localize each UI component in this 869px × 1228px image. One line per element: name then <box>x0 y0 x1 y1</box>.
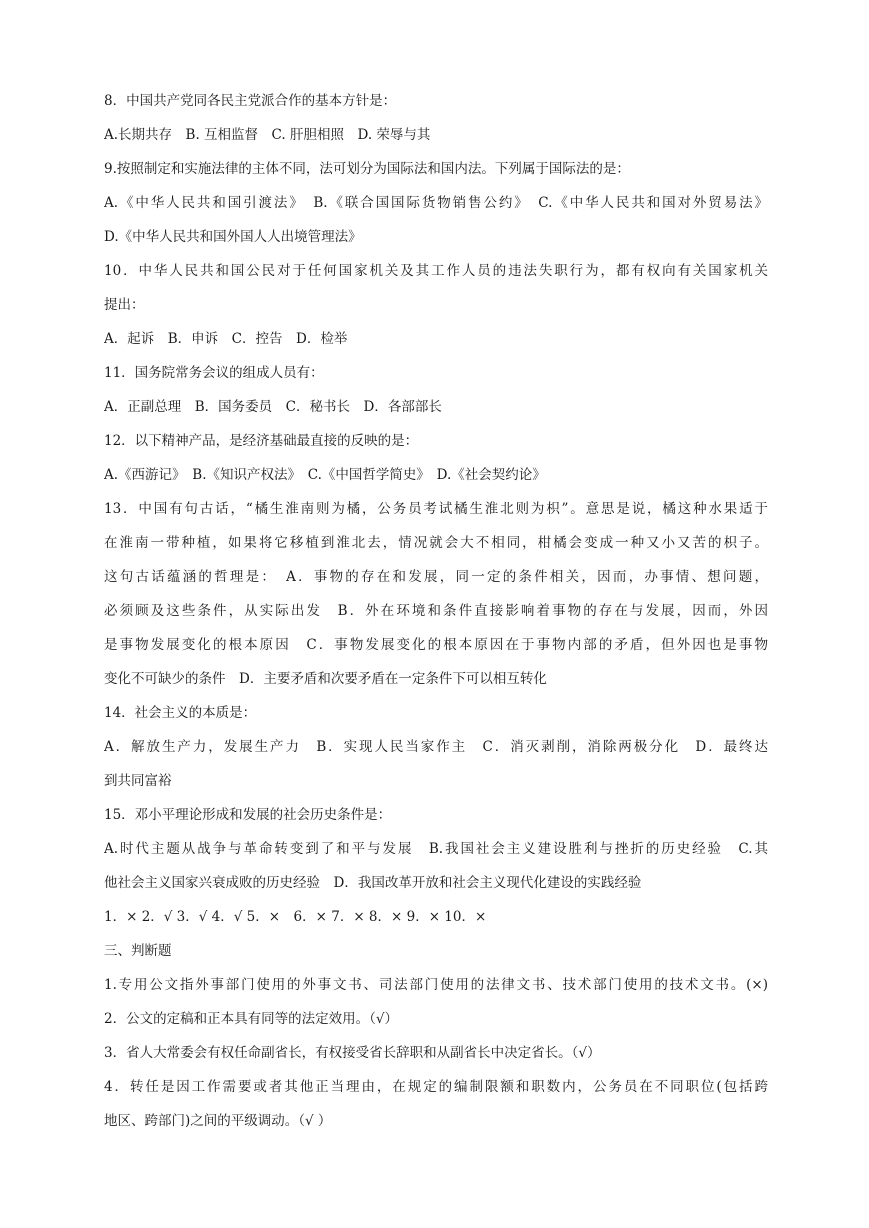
question-13-option-a: 这句古话蕴涵的哲理是： A．事物的存在和发展，同一定的条件相关，因而，办事情、想问题， <box>104 569 768 585</box>
question-8-stem: 8．中国共产党同各民主党派合作的基本方针是： <box>104 93 397 109</box>
question-9-options: A.《中华人民共和国引渡法》 B.《联合国国际货物销售公约》 C.《中华人民共和国对外贸易法》 <box>104 195 768 211</box>
judgment-1: 1.专用公文指外事部门使用的外事文书、司法部门使用的法律文书、技术部门使用的技术文书。(×) <box>104 977 768 993</box>
question-14-options: A．解放生产力，发展生产力 B．实现人民当家作主 C．消灭剥削，消除两极分化 D．最终达 <box>104 739 768 755</box>
question-13-option-b: 必须顾及这些条件，从实际出发 B．外在环境和条件直接影响着事物的存在与发展，因而，外因 <box>104 603 768 619</box>
question-11-stem: 11．国务院常务会议的组成人员有： <box>104 365 324 381</box>
question-13-option-c: 是事物发展变化的根本原因 C．事物发展变化的根本原因在于事物内部的矛盾，但外因也是事物 <box>104 637 768 653</box>
question-12-stem: 12．以下精神产品，是经济基础最直接的反映的是： <box>104 433 419 449</box>
question-11-options: A．正副总理 B．国务委员 C．秘书长 D．各部部长 <box>104 399 442 415</box>
judgment-4-cont: 地区、跨部门)之间的平级调动。（√ ） <box>104 1113 332 1129</box>
question-8-options: A.长期共存 B. 互相监督 C. 肝胆相照 D. 荣辱与其 <box>104 127 431 143</box>
question-13-option-d: 变化不可缺少的条件 D．主要矛盾和次要矛盾在一定条件下可以相互转化 <box>104 671 547 687</box>
question-9-stem: 9.按照制定和实施法律的主体不同，法可划分为国际法和国内法。下列属于国际法的是： <box>104 161 630 177</box>
question-12-options: A.《西游记》 B.《知识产权法》 C.《中国哲学简史》 D.《社会契约论》 <box>104 467 546 483</box>
question-10-stem-cont: 提出： <box>104 297 145 313</box>
judgment-2: 2．公文的定稿和正本具有同等的法定效用。（√） <box>104 1011 398 1027</box>
judgment-4: 4．转任是因工作需要或者其他正当理由，在规定的编制限额和职数内，公务员在不同职位(包括跨 <box>104 1079 768 1095</box>
question-14-options-cont: 到共同富裕 <box>104 773 172 789</box>
document-body <box>104 88 768 1142</box>
question-13-stem-cont: 在淮南一带种植，如果将它移植到淮北去，情况就会大不相同，柑橘会变成一种又小又苦的枳子。 <box>104 535 768 551</box>
question-15-stem: 15．邓小平理论形成和发展的社会历史条件是： <box>104 807 392 823</box>
question-9-option-d: D.《中华人民共和国外国人人出境管理法》 <box>104 229 362 245</box>
question-15-options-cont: 他社会主义国家兴衰成败的历史经验 D．我国改革开放和社会主义现代化建设的实践经验 <box>104 875 642 891</box>
judgment-3: 3．省人大常委会有权任命副省长，有权接受省长辞职和从副省长中决定省长。（√） <box>104 1045 601 1061</box>
question-15-options: A.时代主题从战争与革命转变到了和平与发展 B.我国社会主义建设胜利与挫折的历史经验 C.其 <box>104 841 768 857</box>
question-13-stem: 13．中国有句古话，“橘生淮南则为橘，公务员考试橘生淮北则为枳”。意思是说，橘这种水果适于 <box>104 501 768 517</box>
question-10-stem: 10．中华人民共和国公民对于任何国家机关及其工作人员的违法失职行为，都有权向有关国家机关 <box>104 263 768 279</box>
question-10-options: A．起诉 B．申诉 C．控告 D．检举 <box>104 331 348 347</box>
section-heading-judgment: 三、判断题 <box>104 943 172 959</box>
question-14-stem: 14．社会主义的本质是： <box>104 705 257 721</box>
answer-key: 1．× 2．√ 3．√ 4．√ 5．× 6．× 7．× 8．× 9．× 10．× <box>104 909 487 925</box>
